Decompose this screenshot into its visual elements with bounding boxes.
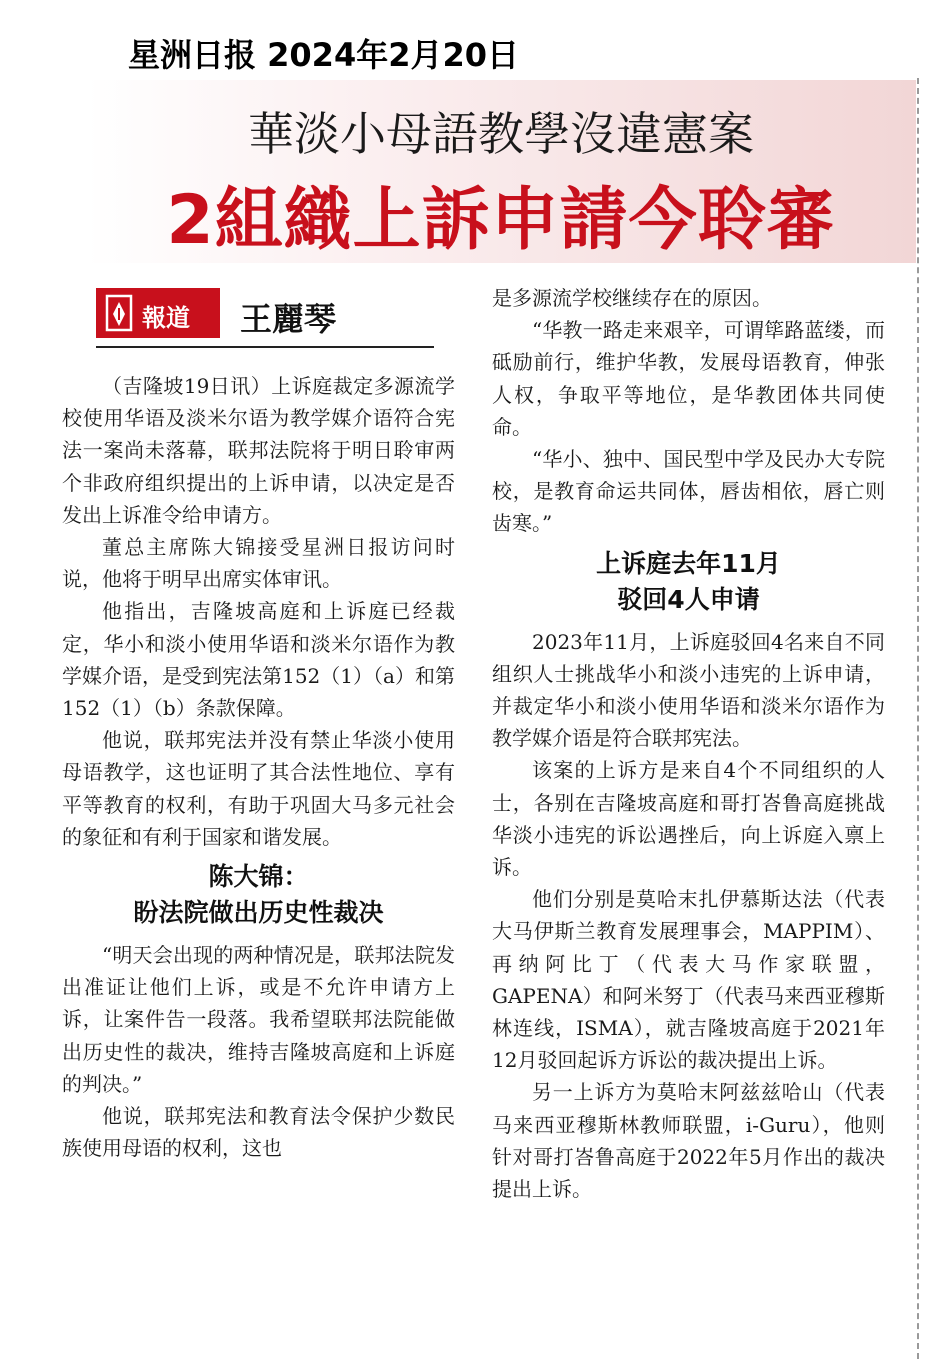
subheading-line-1: 陈大锦： xyxy=(208,862,309,892)
article-paragraph: 他说，联邦宪法并没有禁止华淡小使用母语教学，这也证明了其合法性地位、享有平等教育的权利，有助于巩固大马多元社会的象征和有利于国家和谐发展。 xyxy=(62,728,455,849)
byline-tag xyxy=(96,288,220,338)
headline-banner xyxy=(86,80,916,263)
section-subheading xyxy=(62,859,455,931)
article-paragraph: 董总主席陈大锦接受星洲日报访问时说，他将于明早出席实体审讯。 xyxy=(62,535,455,592)
headline-line-1: 華淡小母語教學沒違憲案 xyxy=(248,107,754,161)
article-paragraph: “明天会出现的两种情况是，联邦法院发出准证让他们上诉，或是不允许申请方上诉，让案件告一段落。我希望联邦法院能做出历史性的裁决，维持吉隆坡高庭和上诉庭的判决。” xyxy=(62,943,455,1096)
article-paragraph-continued: 是多源流学校继续存在的原因。 xyxy=(492,286,772,310)
article-paragraph: 另一上诉方为莫哈末阿兹兹哈山（代表马来西亚穆斯林教师联盟，i-Guru），他则针对哥打峇鲁高庭于2022年5月作出的裁决提出上诉。 xyxy=(492,1080,885,1202)
article-paragraph: 他指出，吉隆坡高庭和上诉庭已经裁定，华小和淡小使用华语和淡米尔语作为教学媒介语，是受到宪法第152（1）（a）和第152（1）（b）条款保障。 xyxy=(62,599,455,721)
newspaper-source-date: 星洲日报 2024年2月20日 xyxy=(128,36,520,74)
byline xyxy=(96,288,434,348)
headline-line-2: 2組織上訴申請今聆審 xyxy=(166,181,836,260)
article-paragraph: 他们分别是莫哈末扎伊慕斯达法（代表大马伊斯兰教育发展理事会，MAPPIM）、再纳阿比丁（代表大马作家联盟，GAPENA）和阿米努丁（代表马来西亚穆斯林连线，ISMA），就吉隆坡高庭于2021年12月驳回起诉方诉讼的裁决提出上诉。 xyxy=(492,887,885,1073)
article-column-left xyxy=(62,370,455,1164)
subheading-line-2: 驳回4人申请 xyxy=(617,584,760,614)
fountain-pen-icon xyxy=(104,294,134,332)
page-edge-divider xyxy=(917,78,919,1359)
article-paragraph: 该案的上诉方是来自4个不同组织的人士，各别在吉隆坡高庭和哥打峇鲁高庭挑战华淡小违宪的诉讼遇挫后，向上诉庭入禀上诉。 xyxy=(492,758,885,880)
article-paragraph: “华小、独中、国民型中学及民办大专院校，是教育命运共同体，唇齿相依，唇亡则齿寒。” xyxy=(492,447,885,536)
article-paragraph: 他说，联邦宪法和教育法令保护少数民族使用母语的权利，这也 xyxy=(62,1104,455,1161)
article-column-right xyxy=(492,282,885,1205)
article-paragraph: 2023年11月，上诉庭驳回4名来自不同组织人士挑战华小和淡小违宪的上诉申请，并裁定华小和淡小使用华语和淡米尔语作为教学媒介语是符合联邦宪法。 xyxy=(492,629,885,751)
article-paragraph: “华教一路走来艰辛，可谓筚路蓝缕，而砥励前行，维护华教，发展母语教育，伸张人权，争取平等地位，是华教团体共同使命。 xyxy=(492,318,885,439)
article-paragraph: （吉隆坡19日讯）上诉庭裁定多源流学校使用华语及淡米尔语为教学媒介语符合宪法一案尚未落幕，联邦法院将于明日聆审两个非政府组织提出的上诉申请，以决定是否发出上诉准令给申请方。 xyxy=(62,374,455,527)
subheading-line-1: 上诉庭去年11月 xyxy=(596,548,781,578)
subheading-line-2: 盼法院做出历史性裁决 xyxy=(133,898,384,928)
section-subheading xyxy=(492,546,885,618)
byline-author: 王麗琴 xyxy=(240,300,337,338)
byline-tag-label: 報道 xyxy=(142,304,190,332)
